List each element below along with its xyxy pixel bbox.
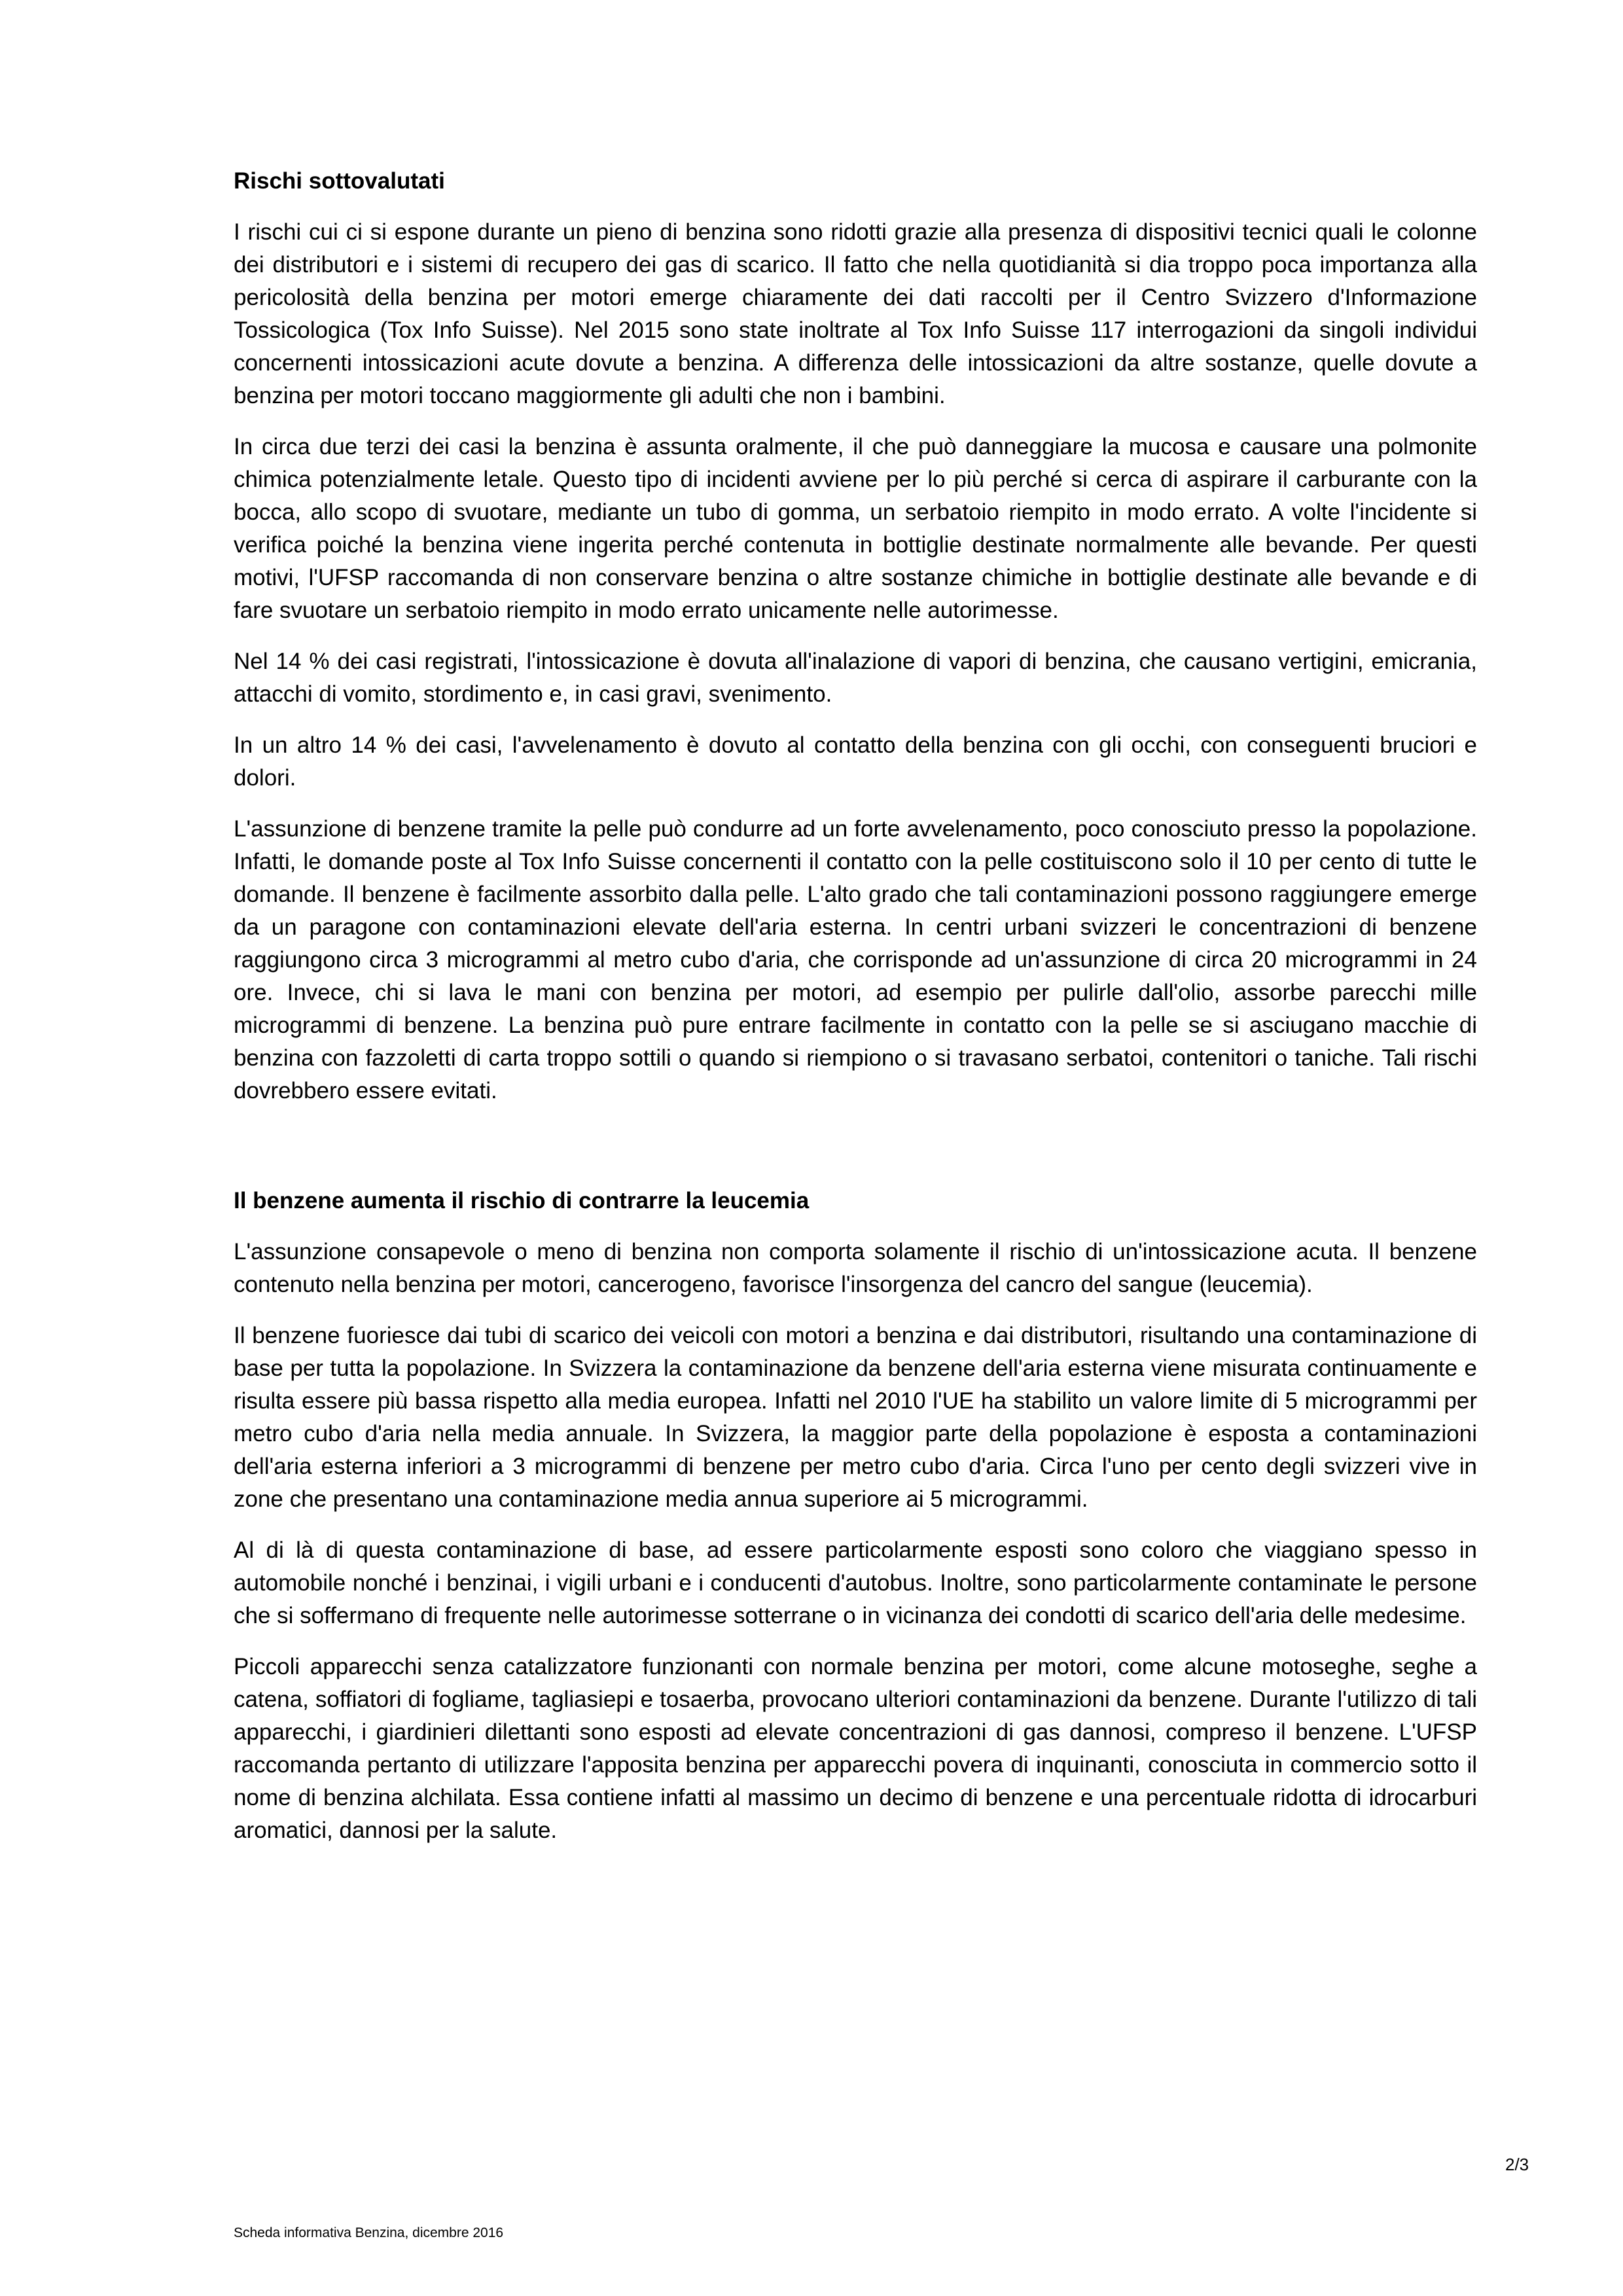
paragraph: L'assunzione di benzene tramite la pelle può condurre ad un forte avvelenamento, poco conosciuto presso la popolazione. Infatti, le domande poste al Tox Info Suisse concernenti il contatto con la pelle costituiscono solo il 10 per cento di tutte le domande. Il benzene è facilmente assorbito dalla pelle. L'alto grado che tali contaminazioni possono raggiungere emerge da un paragone con contaminazioni elevate dell'aria esterna. In centri urbani svizzeri le concentrazioni di benzene raggiungono circa 3 microgrammi al metro cubo d'aria, che corrisponde ad un'assunzione di circa 20 microgrammi in 24 ore. Invece, chi si lava le mani con benzina per motori, ad esempio per pulirle dall'olio, assorbe parecchi mille microgrammi di benzene. La benzina può pure entrare facilmente in contatto con la pelle se si asciugano macchie di benzina con fazzoletti di carta troppo sottili o quando si riempiono o si travasano serbatoi, contenitori o taniche. Tali rischi dovrebbero essere evitati. (234, 816, 1477, 1103)
section-heading: Rischi sottovalutati (234, 168, 445, 194)
paragraph: Il benzene fuoriesce dai tubi di scarico dei veicoli con motori a benzina e dai distributori, risultando una contaminazione di base per tutta la popolazione. In Svizzera la contaminazione da benzene dell'aria esterna viene misurata continuamente e risulta essere più bassa rispetto alla media europea. Infatti nel 2010 l'UE ha stabilito un valore limite di 5 microgrammi per metro cubo d'aria nella media annuale. In Svizzera, la maggior parte della popolazione è esposta a contaminazioni dell'aria esterna inferiori a 3 microgrammi di benzene per metro cubo d'aria. Circa l'uno per cento degli svizzeri vive in zone che presentano una contaminazione media annua superiore ai 5 microgrammi. (234, 1323, 1477, 1512)
paragraph: In un altro 14 % dei casi, l'avvelenamento è dovuto al contatto della benzina con gli occhi, con conseguenti bruciori e dolori. (234, 732, 1477, 791)
paragraph: I rischi cui ci si espone durante un pieno di benzina sono ridotti grazie alla presenza di dispositivi tecnici quali le colonne dei distributori e i sistemi di recupero dei gas di scarico. Il fatto che nella quotidianità si dia troppo poca importanza alla pericolosità della benzina per motori emerge chiaramente dei dati raccolti per il Centro Svizzero d'Informazione Tossicologica (Tox Info Suisse). Nel 2015 sono state inoltrate al Tox Info Suisse 117 interrogazioni da singoli individui concernenti intossicazioni acute dovute a benzina. A differenza delle intossicazioni da altre sostanze, quelle dovute a benzina per motori toccano maggiormente gli adulti che non i bambini. (234, 219, 1477, 408)
section-rischi-sottovalutati (234, 165, 1477, 1107)
paragraph: Piccoli apparecchi senza catalizzatore funzionanti con normale benzina per motori, come alcune motoseghe, seghe a catena, soffiatori di fogliame, tagliasiepi e tosaerba, provocano ulteriori contaminazioni da benzene. Durante l'utilizzo di tali apparecchi, i giardinieri dilettanti sono esposti ad elevate concentrazioni di gas dannosi, compreso il benzene. L'UFSP raccomanda pertanto di utilizzare l'apposita benzina per apparecchi povera di inquinanti, conosciuta in commercio sotto il nome di benzina alchilata. Essa contiene infatti al massimo un decimo di benzene e una percentuale ridotta di idrocarburi aromatici, dannosi per la salute. (234, 1654, 1477, 1843)
section-spacer (234, 1126, 1477, 1185)
page-number: 2/3 (1505, 2155, 1529, 2174)
section-heading: Il benzene aumenta il rischio di contrarre la leucemia (234, 1188, 810, 1213)
paragraph: Al di là di questa contaminazione di base, ad essere particolarmente esposti sono coloro che viaggiano spesso in automobile nonché i benzinai, i vigili urbani e i conducenti d'autobus. Inoltre, sono particolarmente contaminate le persone che si soffermano di frequente nelle autorimesse sotterrane o in vicinanza dei condotti di scarico dell'aria delle medesime. (234, 1537, 1477, 1628)
document-body (234, 165, 1477, 1865)
section-benzene-leucemia (234, 1185, 1477, 1847)
paragraph: Nel 14 % dei casi registrati, l'intossicazione è dovuta all'inalazione di vapori di benzina, che causano vertigini, emicrania, attacchi di vomito, stordimento e, in casi gravi, svenimento. (234, 649, 1477, 707)
paragraph: L'assunzione consapevole o meno di benzina non comporta solamente il rischio di un'intossicazione acuta. Il benzene contenuto nella benzina per motori, cancerogeno, favorisce l'insorgenza del cancro del sangue (leucemia). (234, 1239, 1477, 1297)
footer-text: Scheda informativa Benzina, dicembre 2016 (234, 2225, 504, 2240)
paragraph: In circa due terzi dei casi la benzina è assunta oralmente, il che può danneggiare la mucosa e causare una polmonite chimica potenzialmente letale. Questo tipo di incidenti avviene per lo più perché si cerca di aspirare il carburante con la bocca, allo scopo di svuotare, mediante un tubo di gomma, un serbatoio riempito in modo errato. A volte l'incidente si verifica poiché la benzina viene ingerita perché contenuta in bottiglie destinate normalmente alle bevande. Per questi motivi, l'UFSP raccomanda di non conservare benzina o altre sostanze chimiche in bottiglie destinate alle bevande e di fare svuotare un serbatoio riempito in modo errato unicamente nelle autorimesse. (234, 434, 1477, 623)
